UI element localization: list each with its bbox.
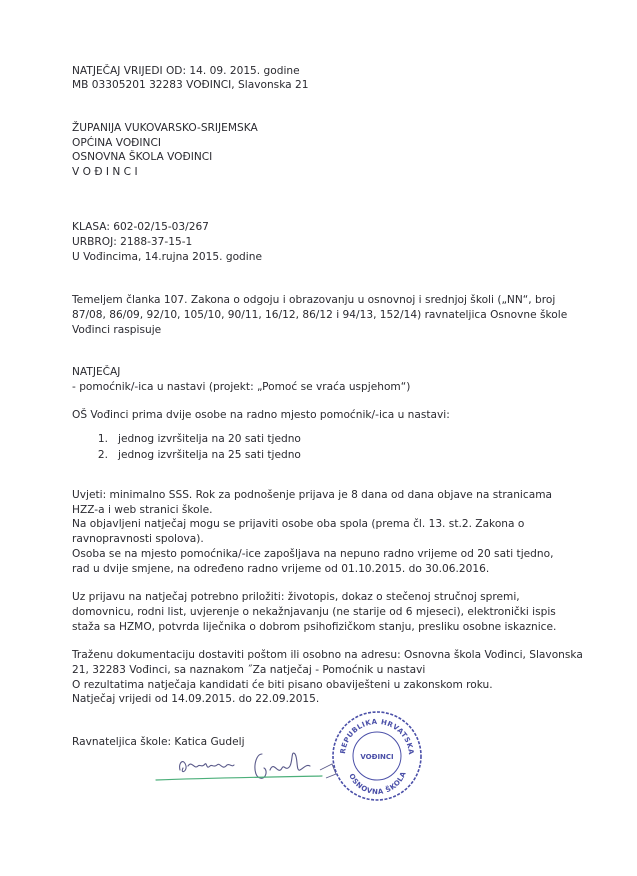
conditions-line-4: ravnopravnosti spolova).: [72, 533, 204, 545]
notice-heading: NATJEČAJ: [72, 366, 121, 378]
submission-line-2: 21, 32283 Vođinci, sa naznakom ˝Za natječaj - Pomoćnik u nastavi: [72, 664, 426, 676]
submission-line-4: Natječaj vrijedi od 14.09.2015. do 22.09.2015.: [72, 693, 320, 705]
list-item-text: jednog izvršitelja na 20 sati tjedno: [118, 433, 301, 445]
conditions-line-1: Uvjeti: minimalno SSS. Rok za podnošenje prijava je 8 dana od dana objave na stranicama: [72, 489, 553, 501]
list-item-number: 1.: [97, 433, 108, 445]
list-item: [72, 449, 301, 462]
validity-line: NATJEČAJ VRIJEDI OD: 14. 09. 2015. godine: [72, 65, 300, 77]
list-item-text: jednog izvršitelja na 25 sati tjedno: [118, 449, 301, 461]
notice-subtitle: - pomoćnik/-ica u nastavi (projekt: „Pomoć se vraća uspjehom“): [72, 381, 411, 393]
stamp-arc-text: REPUBLIKA HRVATSKA: [338, 717, 416, 756]
conditions-line-5: Osoba se na mjesto pomoćnika/-ice zapošljava na nepuno radno vrijeme od 20 sati tjedno,: [72, 548, 554, 560]
intro-line-1: Temeljem članka 107. Zakona o odgoju i obrazovanju u osnovnoj i srednjoj školi („NN“, broj: [72, 294, 556, 306]
school-name: OSNOVNA ŠKOLA VOĐINCI: [72, 151, 213, 163]
conditions-line-2: HZZ-a i web stranici škole.: [72, 504, 213, 516]
intro-line-3: Vođinci raspisuje: [72, 324, 162, 336]
list-item: [72, 433, 301, 446]
svg-text:OSNOVNA ŠKOLA: OSNOVNA ŠKOLA: [347, 770, 408, 797]
submission-line-3: O rezultatima natječaja kandidati će biti pisano obaviješteni u zakonskom roku.: [72, 679, 493, 691]
submission-line-1: Traženu dokumentaciju dostaviti poštom ili osobno na adresu: Osnovna škola Vođinci, Slavonska: [72, 649, 583, 661]
conditions-line-6: rad u dvije smjene, na određeno radno vrijeme od 01.10.2015. do 30.06.2016.: [72, 563, 490, 575]
hiring-statement: OŠ Vođinci prima dvije osobe na radno mjesto pomoćnik/-ica u nastavi:: [72, 409, 450, 421]
documents-line-2: domovnicu, rodni list, uvjerenje o nekažnjavanju (ne starije od 6 mjeseci), elektronički ispis: [72, 606, 556, 618]
conditions-line-3: Na objavljeni natječaj mogu se prijaviti osobe oba spola (prema čl. 13. st.2. Zakona o: [72, 518, 525, 530]
county-name: ŽUPANIJA VUKOVARSKO-SRIJEMSKA: [72, 122, 258, 134]
list-item-number: 2.: [97, 449, 108, 461]
klasa-line: KLASA: 602-02/15-03/267: [72, 221, 209, 233]
registry-address-line: MB 03305201 32283 VOĐINCI, Slavonska 21: [72, 79, 309, 91]
stamp-center-text: VOĐINCI: [360, 753, 394, 761]
intro-line-2: 87/08, 86/09, 92/10, 105/10, 90/11, 16/12, 86/12 i 94/13, 152/14) ravnateljica Osnovne škole: [72, 309, 568, 321]
documents-line-3: staža sa HZMO, potvrda liječnika o dobrom psihofizičkom stanju, presliku osobne iskaznice.: [72, 621, 557, 633]
signature-label: Ravnateljica škole: Katica Gudelj: [72, 736, 245, 748]
municipality-name: OPĆINA VOĐINCI: [72, 137, 161, 149]
place-date-line: U Vođincima, 14.rujna 2015. godine: [72, 251, 262, 263]
town-name: V O Đ I N C I: [72, 166, 138, 178]
handwritten-signature: [150, 740, 350, 800]
documents-line-1: Uz prijavu na natječaj potrebno priložiti: životopis, dokaz o stečenoj stručnoj spremi,: [72, 591, 520, 603]
official-stamp: [327, 706, 427, 806]
urbroj-line: URBROJ: 2188-37-15-1: [72, 236, 193, 248]
